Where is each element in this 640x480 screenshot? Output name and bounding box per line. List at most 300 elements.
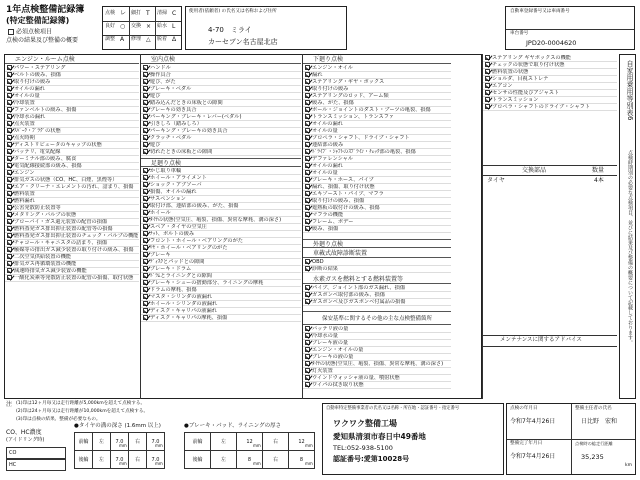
inspection-item-label: エアコン [492,83,513,89]
check-box-icon[interactable] [143,273,148,278]
check-box-icon[interactable] [7,212,12,217]
inspection-row [141,79,301,86]
inspection-item-label: 燃料蒸発ガス排出抑止装置の配管等の損傷 [14,226,113,232]
legend-label: 脱着 [157,36,168,42]
check-box-icon[interactable] [143,224,148,229]
check-box-icon[interactable] [7,156,12,161]
inspection-item-label: ディスク・キャリパの液漏れ [150,308,217,314]
check-box-icon[interactable] [305,128,310,133]
inspection-row [5,205,139,212]
footnote-3: (3)印は点検の結果、整備が必要なもの。 [16,417,101,422]
check-box-icon[interactable] [7,107,12,112]
check-box-icon[interactable] [305,354,310,359]
inspection-row [303,333,451,340]
legend-symbol: × [146,23,152,30]
inspection-item-label: ﾄﾞﾗﾑとライニングとの隙間 [150,273,212,279]
check-box-icon[interactable] [143,210,148,215]
check-box-icon[interactable] [143,203,148,208]
odometer-label: 点検時の総走行距離 [575,441,613,446]
inspection-row [303,382,451,389]
check-box-icon[interactable] [7,128,12,133]
inspection-item-label: 燃料蒸発ガス排出抑止装置のチェック・バルブの機能 [14,233,139,239]
check-box-icon[interactable] [143,175,148,180]
inspection-item-label: 遮熱板の取付けの緩み、損傷 [312,205,380,211]
inspection-item-label: 取り付けの緩み [14,79,51,85]
check-box-icon[interactable] [7,205,12,210]
check-box-icon[interactable] [305,100,310,105]
check-box-icon[interactable] [305,226,310,231]
result-summary-label: 点検の結果及び整備の概要 [6,37,79,44]
inspection-row [303,212,451,219]
client-label: 使用者(依頼者) の氏名又は名称および住所 [189,9,277,14]
inspection-row [5,156,139,163]
check-box-icon[interactable] [305,114,310,119]
check-box-icon[interactable] [305,205,310,210]
tire-depth-title: ●タイヤの溝の深さ (1.6mm 以上) [74,423,161,429]
inspection-item-label: ブレーキ・ペダル [150,86,192,92]
check-box-icon[interactable] [305,86,310,91]
inspection-item-label: オイルの漏れ [14,86,45,92]
inspection-item-label: 損傷、オイルの漏れ [150,189,197,195]
inspection-row [303,285,451,292]
dates-box [506,403,636,475]
interior-section [141,55,301,398]
check-box-icon[interactable] [143,168,148,173]
check-box-icon[interactable] [7,177,12,182]
inspection-item-label: ﾀｲﾔの状態(空気圧、亀裂、損傷、異常な摩耗、溝の深さ) [150,217,282,223]
inspection-row [5,72,139,79]
complete-date-label: 整備完了年月日 [510,441,543,446]
axle-label: 後輪 [184,450,211,469]
check-box-icon[interactable] [305,212,310,217]
check-box-icon[interactable] [7,219,12,224]
check-box-icon[interactable] [485,69,490,74]
legend-symbol: △ [146,36,151,43]
odometer-unit: km [625,463,632,468]
check-box-icon[interactable] [7,275,12,280]
inspection-row [303,86,451,93]
inspection-item-label: ホイール・アライメント [150,175,207,181]
check-box-icon[interactable] [7,170,12,175]
check-box-icon[interactable] [485,90,490,95]
check-box-icon[interactable] [305,198,310,203]
options-section [483,55,617,165]
inspection-item-label: 電気配線接続部の緩み、損傷 [14,163,82,169]
inspection-item-label: フロント・ホイール・ベアリングのがた [150,238,243,244]
check-box-icon[interactable] [305,368,310,373]
footnote-2: (2)印は24ヶ月毎又は走行距離が10,000kmを超えて点検する。 [16,409,149,414]
legend-label: 給水 [157,23,168,29]
shop-cert: 認証番号:愛第10028号 [333,455,410,463]
check-box-icon[interactable] [7,149,12,154]
check-box-icon[interactable] [7,93,12,98]
brake-thickness-grid [184,432,314,468]
check-box-icon[interactable] [7,261,12,266]
inspection-row [141,273,301,280]
legend-label: 細打 [131,10,142,16]
check-box-icon[interactable] [143,189,148,194]
measure-value: 12 [288,432,315,451]
inspection-item-label: ガスボンベ及びガスボンベ付属品の損傷 [312,299,406,305]
check-box-icon[interactable] [7,135,12,140]
check-box-icon[interactable] [305,340,310,345]
check-box-icon[interactable] [305,333,310,338]
inspection-row [141,100,301,107]
inspection-row [141,252,301,259]
inspection-item-label: ﾅｯﾄ、ボルトの緩み [150,231,195,237]
check-box-icon[interactable] [143,294,148,299]
inspection-item-label: ﾀｲﾔの状態(空気圧、亀裂、損傷、異常な摩耗、溝の深さ) [312,361,444,367]
check-box-icon[interactable] [7,198,12,203]
checkbox-icon [8,29,14,35]
left-label: 左 [92,450,111,469]
check-box-icon[interactable] [305,121,310,126]
inspection-row [141,210,301,217]
check-box-icon[interactable] [143,245,148,250]
legend-symbol: A [120,36,125,43]
inspection-row [141,93,301,100]
legend-label: 良好 [105,23,116,29]
inspection-row [303,184,451,191]
inspection-item-label: 緩み、がた、損傷 [312,100,354,106]
check-box-icon[interactable] [305,382,310,387]
axle-label: 前輪 [184,432,211,451]
check-box-icon[interactable] [143,142,148,147]
circle-icon: ● [184,423,189,429]
inspection-item-label: 減速時排気ガス減少装置の機能 [14,268,87,274]
inspection-item-label: パイプ、ジョイント部のガス漏れ、損傷 [312,285,406,291]
inspection-item-label: 灯火装置 [312,368,333,374]
check-box-icon[interactable] [143,196,148,201]
inspection-row [141,217,301,224]
check-box-icon[interactable] [485,97,490,102]
inspection-item-label: ブレーキの効き具合 [150,107,197,113]
inspection-item-label: 遊び、がた [150,79,176,85]
check-box-icon[interactable] [143,182,148,187]
inspection-row [303,191,451,198]
left-label: 左 [92,432,111,451]
measure-value: 7.0 [110,450,129,469]
client-store: カーセブン名古屋北店 [208,38,278,46]
inspection-item-label: プロペラ・シャフト、ドライブ・シャフト [312,135,410,141]
check-box-icon[interactable] [143,238,148,243]
inspection-item-label: 操作具合 [150,72,171,78]
check-box-icon[interactable] [143,301,148,306]
inspection-row [141,128,301,135]
check-box-icon[interactable] [7,142,12,147]
inspection-item-label: 点火装置 [14,121,35,127]
shop-name: ワクワク整備工場 [333,419,397,428]
inspection-row [5,268,139,275]
check-box-icon[interactable] [305,93,310,98]
check-box-icon[interactable] [305,65,310,70]
form-title: 1年点検整備記録簿 [6,5,85,15]
check-box-icon[interactable] [7,79,12,84]
inspection-item-label: パーキング・ブレーキ・レバー(ペダル) [150,114,242,120]
engine-section-title: エンジン・ルーム点検 [5,55,139,64]
inspection-item-label: エキゾースト・パイプ、マフラ [312,191,384,197]
inspection-row [141,266,301,273]
inspection-row [5,149,139,156]
inspection-item-label: エンジン [14,170,35,176]
inspection-row [303,375,451,382]
check-box-icon[interactable] [305,135,310,140]
check-box-icon[interactable] [305,149,310,154]
measure-value: 7.0 [110,432,129,451]
check-box-icon[interactable] [305,375,310,380]
check-box-icon[interactable] [143,149,148,154]
inspection-row [5,233,139,240]
inspection-item-label: サスペンション [150,196,186,202]
under-section [303,55,451,398]
inspection-item-label: ボール・ジョイントのダスト・ブーツの亀裂、損傷 [312,107,431,113]
inspection-row [303,100,451,107]
check-box-icon[interactable] [7,268,12,273]
check-box-icon[interactable] [305,191,310,196]
inspection-item-label: オイルの量 [312,170,338,176]
inspection-row [483,97,617,104]
check-box-icon[interactable] [305,142,310,147]
inspection-item-label: ショック・アブソーバ [150,182,202,188]
inspection-item-label: トランスミッション [492,97,539,103]
inspection-row [303,292,451,299]
check-box-icon[interactable] [7,65,12,70]
inspection-row [141,142,301,149]
hc-cell: HC [6,459,66,471]
check-box-icon[interactable] [7,163,12,168]
check-box-icon[interactable] [143,259,148,264]
check-box-icon[interactable] [305,177,310,182]
right-label: 右 [262,450,289,469]
inspection-row [141,114,301,121]
check-box-icon[interactable] [143,65,148,70]
inspection-item-label: 公害発散防止装置等 [14,205,61,211]
check-box-icon[interactable] [143,217,148,222]
inspection-row [141,135,301,142]
inspection-item-label: ディスク・キャリパの摩耗、損傷 [150,315,228,321]
inspection-item-label: ガスボンベ取付部の緩み、損傷 [312,292,385,298]
inspection-row [303,347,451,354]
inspection-row [141,224,301,231]
check-box-icon[interactable] [485,76,490,81]
part-qty: 4本 [594,177,604,184]
inspection-row [303,368,451,375]
check-box-icon[interactable] [143,86,148,91]
legend-label: 点検 [105,10,116,16]
check-box-icon[interactable] [305,156,310,161]
check-box-icon[interactable] [143,308,148,313]
unit-label: mm [155,443,163,448]
vehicle-class-label: 自家用乗用等別表6 [626,60,634,121]
check-box-icon[interactable] [143,252,148,257]
check-box-icon[interactable] [143,114,148,119]
check-box-icon[interactable] [485,83,490,88]
check-box-icon[interactable] [305,361,310,366]
symbol-legend [102,6,182,50]
inspection-item-label: 切れたときの床板との隙間 [150,149,213,155]
inspection-item-label: 冷却水の量 [312,333,338,339]
inspection-item-label: 触媒等の排出ガス減少装置の取り付けの緩み、損傷 [14,247,134,253]
inspection-row [483,55,617,62]
inspection-item-label: ファンベルトの緩み、損傷 [14,107,77,113]
inspection-item-label: ウインドウォッシャ液の量、噴射状態 [312,375,400,381]
inspection-item-label: 遊び [150,142,161,148]
check-box-icon[interactable] [305,79,310,84]
check-box-icon[interactable] [143,100,148,105]
shop-address: 愛知県清須市春日中49番地 [333,432,426,441]
check-box-icon[interactable] [7,184,12,189]
check-box-icon[interactable] [305,219,310,224]
diag-section-title: 車載式故障診断装置 [303,249,451,258]
check-box-icon[interactable] [7,233,12,238]
check-box-icon[interactable] [305,259,310,264]
inspection-item-label: マスタ・シリンダの液漏れ [150,294,213,300]
inspection-item-label: 取付け部、連結部の緩み、がた、損傷 [150,203,239,209]
check-box-icon[interactable] [143,121,148,126]
check-box-icon[interactable] [143,135,148,140]
inspection-item-label: 排気ガスの状態（CO、HC、白煙、黒煙等） [14,177,118,183]
inspection-item-label: ブレーキの液の量 [312,354,354,360]
check-box-icon[interactable] [7,86,12,91]
inspection-row [141,189,301,196]
inspection-item-label: 一酸化炭素等発散防止装置の配管の損傷、取付状態 [14,275,134,281]
inspection-item-label: 燃料漏れ [14,198,35,204]
check-box-icon[interactable] [143,79,148,84]
legend-label: 調整 [105,36,116,42]
unit-label: mm [119,461,127,466]
check-box-icon[interactable] [305,266,310,271]
check-box-icon[interactable] [7,121,12,126]
inspection-item-label: オイルの漏れ [312,163,343,169]
inspection-item-label: エア・クリーナ・エレメントの汚れ、詰まり、損傷 [14,184,134,190]
check-box-icon[interactable] [143,231,148,236]
check-box-icon[interactable] [305,107,310,112]
check-box-icon[interactable] [7,100,12,105]
check-box-icon[interactable] [485,104,490,109]
check-box-icon[interactable] [7,72,12,77]
odometer-value: 35,235 [581,453,604,461]
check-box-icon[interactable] [143,93,148,98]
inspection-item-label: ステアリング ギヤボックスの機能 [492,55,571,61]
inspection-row [303,226,451,233]
inspection-item-label: ブレーキ液の量 [312,340,349,346]
inspection-row [483,104,617,111]
inspection-item-label: ステアリングのロッド、アーム類 [312,93,389,99]
check-box-icon[interactable] [143,280,148,285]
parts-qty-label: 数量 [592,167,605,174]
check-box-icon[interactable] [305,170,310,175]
unit-label: mm [155,461,163,466]
inspection-row [5,128,139,135]
inspection-item-label: 引きしろ（踏みしろ） [150,121,202,127]
co-cell: CO [6,447,66,459]
inspection-item-label: スペア・タイヤの空気圧 [150,224,207,230]
check-box-icon[interactable] [7,114,12,119]
inspection-item-label: オイルの漏れ [312,121,343,127]
legend-label: 清掃 [157,10,168,16]
unit-label: mm [253,461,261,466]
inspection-item-label: 燃料装置の状態 [492,69,529,75]
check-box-icon[interactable] [143,266,148,271]
inspection-item-label: かじ取り車輪 [150,168,182,174]
inspection-item-label: ブレーキ・ホース、パイプ [312,177,374,183]
check-box-icon[interactable] [7,254,12,259]
check-box-icon[interactable] [7,191,12,196]
inspect-date: 令和7年4月26日 [510,418,556,425]
inspection-row [141,65,301,72]
inspection-row [5,191,139,198]
shop-tel: TEL:052-938-5100 [333,444,393,452]
shop-box [322,403,504,475]
registration-box [505,6,635,50]
inspection-row [303,121,451,128]
check-box-icon[interactable] [305,72,310,77]
check-box-icon[interactable] [7,247,12,252]
check-box-icon[interactable] [143,287,148,292]
check-box-icon[interactable] [143,315,148,320]
check-box-icon[interactable] [305,285,310,290]
unit-label: mm [305,443,313,448]
inspection-item-label: センサの性能及びアジャスト [492,90,560,96]
footnote-label: 注 [6,401,13,408]
inspection-item-label: ディストリビュータのキャップの状態 [14,142,102,148]
inspection-item-label: チェックの状態で取り付け状態 [492,62,565,68]
inspection-row [5,79,139,86]
check-box-icon[interactable] [305,347,310,352]
brake-thickness-title: ●ブレーキ・パッド、ライニングの厚さ [184,423,282,429]
left-label: 左 [210,450,237,469]
inspection-item-label: プロペラ・シャフトのドライブ・シャフト [492,104,591,110]
inspection-row [141,245,301,252]
right-label: 右 [262,432,289,451]
axle-section-title: 足廻り点検 [141,158,301,167]
inspection-row [5,163,139,170]
check-box-icon[interactable] [485,62,490,67]
required-items-note: 必須点検項目 [8,29,52,36]
inspection-row [303,163,451,170]
inspection-item-label: 漏れ、損傷、取り付け状態 [312,184,375,190]
check-box-icon[interactable] [143,107,148,112]
check-box-icon[interactable] [305,299,310,304]
inspection-row [5,254,139,261]
advice-title: メンテナンスに関するアドバイス [500,337,582,343]
inspection-item-label: 漏れ [312,72,323,78]
part-name: タイヤ [487,177,505,184]
inspection-row [483,69,617,76]
inspection-row [5,100,139,107]
footnote-1: (1)印は12ヶ月毎又は走行距離が5,000kmを超えて点検する。 [16,401,146,406]
inspection-row [141,72,301,79]
inspection-item-label: ｽﾊﾟｰｸ・ﾌﾟﾗｸﾞの状態 [14,128,61,134]
check-box-icon[interactable] [305,163,310,168]
check-box-icon[interactable] [143,72,148,77]
measure-value: 8 [288,450,315,469]
unit-label: mm [253,443,261,448]
inspection-row [303,259,451,266]
inspection-row [303,354,451,361]
check-box-icon[interactable] [305,326,310,331]
legend-symbol: レ [120,10,127,17]
check-box-icon[interactable] [485,55,490,60]
inspection-row [303,326,451,333]
check-box-icon[interactable] [305,184,310,189]
check-box-icon[interactable] [7,226,12,231]
legend-symbol: ○ [120,23,126,30]
check-box-icon[interactable] [7,240,12,245]
check-box-icon[interactable] [143,128,148,133]
fuel-section-title: 水素ガスを燃料とする燃料装置等 [303,275,451,284]
check-box-icon[interactable] [305,292,310,297]
